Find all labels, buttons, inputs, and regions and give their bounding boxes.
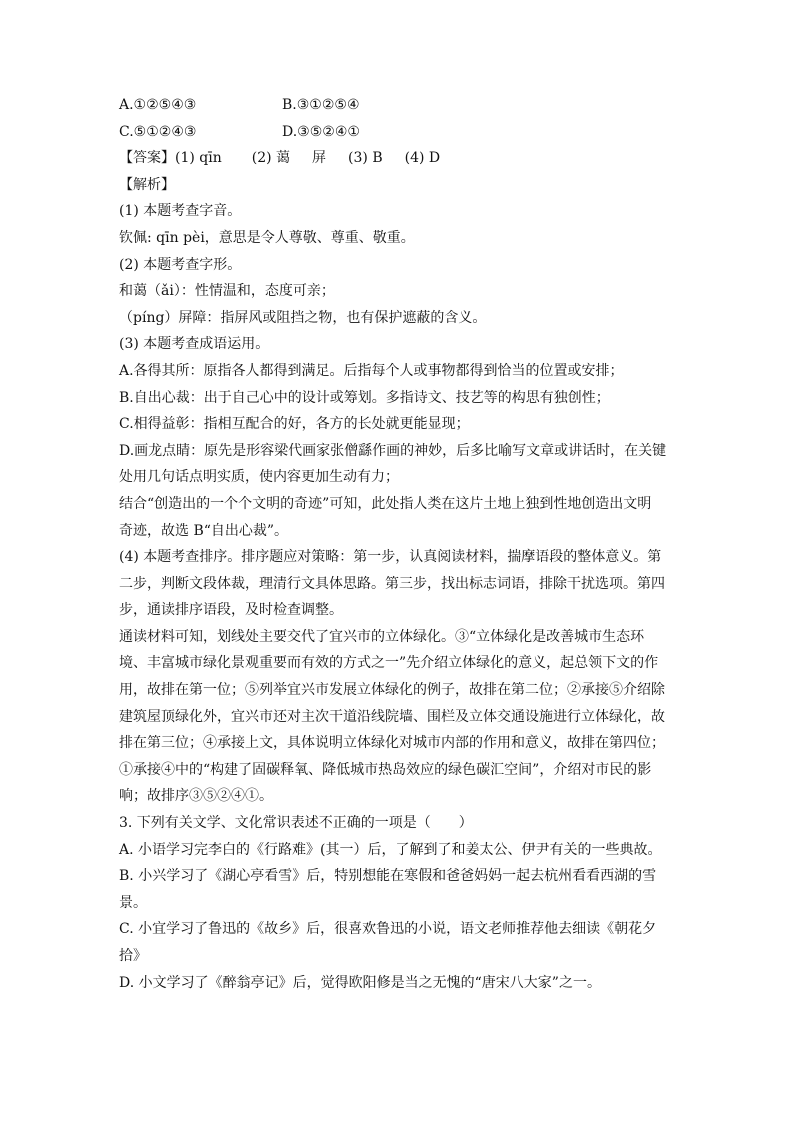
question-3-option-line: C. 小宜学习了鲁迅的《故乡》后，很喜欢鲁迅的小说，语文老师推荐他去细读《朝花夕 — [119, 921, 657, 938]
analysis-line: 响；故排序③⑤②④①。 — [119, 788, 273, 805]
question-3-stem: 3. 下列有关文学、文化常识表述不正确的一项是（ ） — [119, 815, 473, 832]
option-row-ab — [119, 92, 675, 119]
answer-part-4: (4) D — [404, 150, 441, 167]
analysis-line: (1) 本题考查字音。 — [119, 203, 242, 220]
analysis-line: 奇迹，故选 B“自出心裁”。 — [119, 522, 289, 539]
option-row-cd — [119, 119, 675, 146]
analysis-line: (4) 本题考查排序。排序题应对策略：第一步，认真阅读材料，揣摩语段的整体意义。第 — [119, 549, 662, 566]
analysis-line: 通读材料可知，划线处主要交代了宜兴市的立体绿化。③“立体绿化是改善城市生态环 — [119, 628, 645, 645]
analysis-label: 【解析】 — [119, 176, 175, 193]
analysis-line: 建筑屋顶绿化外，宜兴市还对主次干道沿线院墙、围栏及立体交通设施进行立体绿化，故 — [119, 708, 665, 725]
analysis-line: 境、丰富城市绿化景观重要而有效的方式之一”先介绍立体绿化的意义，起总领下文的作 — [119, 655, 659, 672]
analysis-line: 步，通读排序语段，及时检查调整。 — [119, 602, 343, 619]
answer-line — [119, 145, 675, 172]
answer-part-2: (2) 蔼 — [251, 150, 291, 167]
analysis-line: (3) 本题考查成语运用。 — [119, 336, 270, 353]
analysis-line: 二步，判断文段体裁，理清行文具体思路。第三步，找出标志词语，排除干扰选项。第四 — [119, 575, 665, 592]
question-3-option-line: B. 小兴学习了《湖心亭看雪》后，特别想能在寒假和爸爸妈妈一起去杭州看看西湖的雪 — [119, 868, 657, 885]
question-3-option-line: 拾》 — [119, 948, 147, 964]
option-a: A.①②⑤④③ — [119, 97, 197, 113]
question-3-option-line: 景。 — [119, 894, 147, 911]
question-3-options — [119, 837, 675, 997]
analysis-line: 用，故排在第一位；⑤列举宜兴市发展立体绿化的例子，故排在第二位；②承接⑤介绍除 — [119, 682, 665, 699]
analysis-line: D.画龙点睛：原先是形容梁代画家张僧繇作画的神妙，后多比喻写文章或讲话时，在关键 — [119, 442, 667, 459]
option-c: C.⑤①②④③ — [119, 123, 197, 140]
analysis-line: A.各得其所：原指各人都得到满足。后指每个人或事物都得到恰当的位置或安排； — [119, 362, 624, 379]
analysis-line: C.相得益彰：指相互配合的好，各方的长处就更能显现； — [119, 416, 470, 433]
answer-label: 【答案】 — [119, 150, 175, 167]
option-d: D.③⑤②④① — [282, 123, 360, 140]
question-3-option-line: A. 小语学习完李白的《行路难》(其一）后，了解到了和姜太公、伊尹有关的一些典故。 — [119, 841, 662, 858]
answer-part-1: (1) qīn — [175, 150, 222, 167]
analysis-line: 处用几句话点明实质，使内容更加生动有力； — [119, 469, 399, 486]
analysis-text — [119, 198, 675, 810]
analysis-line: （píng）屏障：指屏风或阻挡之物，也有保护遮蔽的含义。 — [119, 309, 487, 326]
analysis-line: (2) 本题考查字形。 — [119, 256, 242, 273]
analysis-line: B.自出心裁：出于自己心中的设计或筹划。多指诗文、技艺等的构思有独创性； — [119, 389, 610, 406]
answer-part-3: (3) B — [348, 150, 383, 167]
option-b: B.③①②⑤④ — [282, 97, 360, 113]
analysis-line: 钦佩: qīn pèi，意思是令人尊敬、尊重、敬重。 — [119, 229, 415, 246]
analysis-line: 排在第三位；④承接上文，具体说明立体绿化对城市内部的作用和意义，故排在第四位； — [119, 735, 665, 752]
analysis-line: ①承接④中的“构建了固碳释氧、降低城市热岛效应的绿色碳汇空间”，介绍对市民的影 — [119, 761, 652, 778]
question-3-option-line: D. 小文学习了《醉翁亭记》后，觉得欧阳修是当之无愧的“唐宋八大家”之一。 — [119, 974, 601, 991]
analysis-line: 和蔼（ǎi）：性情温和，态度可亲； — [119, 283, 335, 300]
analysis-line: 结合“创造出的一个个文明的奇迹”可知，此处指人类在这片土地上独到性地创造出文明 — [119, 495, 652, 512]
answer-part-2b: 屏 — [312, 150, 327, 167]
document-body — [119, 92, 675, 996]
